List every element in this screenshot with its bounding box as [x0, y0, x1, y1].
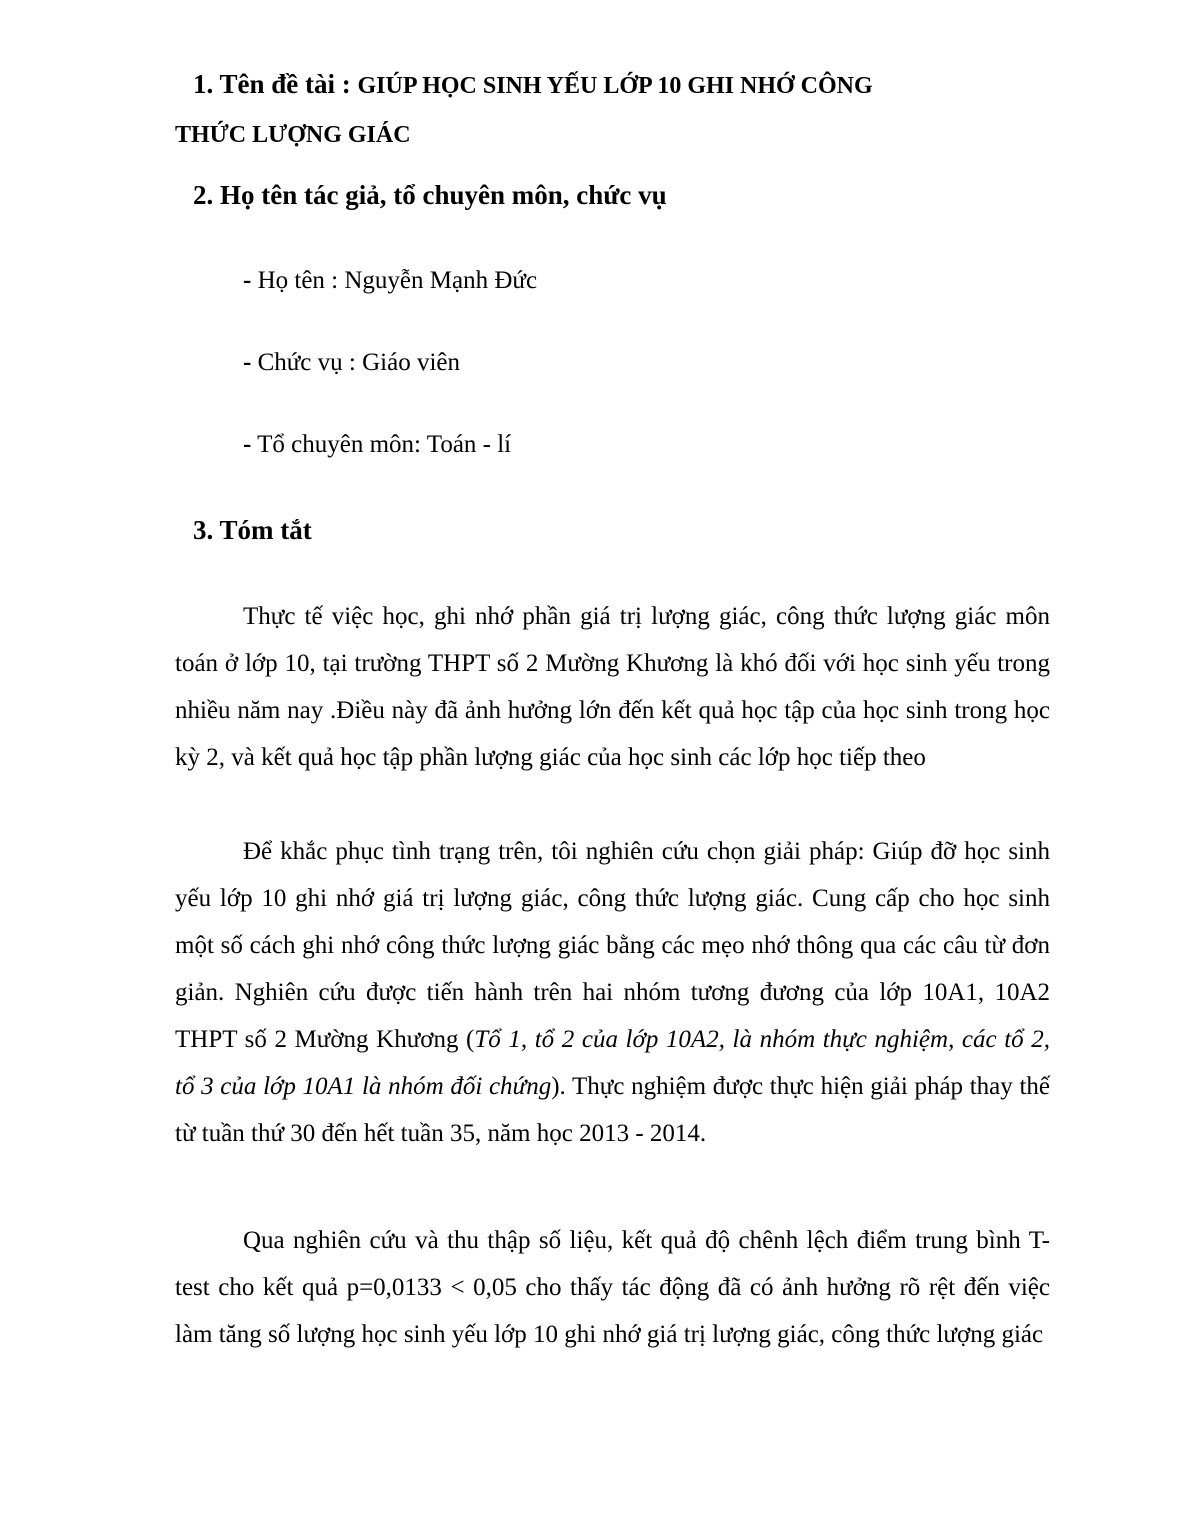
department-text: Tổ chuyên môn: Toán - lí	[257, 431, 512, 458]
author-name-text: Họ tên : Nguyễn Mạnh Đức	[257, 267, 538, 294]
bullet-dash: -	[243, 267, 252, 294]
section-1-title-line1: GIÚP HỌC SINH YẾU LỚP 10 GHI NHỚ CÔNG	[357, 73, 873, 99]
department-item	[243, 428, 511, 462]
bullet-dash: -	[243, 431, 252, 458]
author-name-item	[243, 264, 537, 298]
section-1-heading	[193, 64, 873, 106]
section-1-title-line2: THỨC LƯỢNG GIÁC	[175, 122, 411, 148]
paragraph-2-text-end: ). Thực nghiệm được thực hiện giải pháp thay thế từ tuần thứ 30 đến hết tuần 35, năm học 2013 - 2014.	[175, 1073, 1050, 1147]
section-1-label: Tên đề tài :	[219, 69, 351, 99]
bullet-dash: -	[243, 349, 252, 376]
section-3-heading: 3. Tóm tắt	[193, 515, 312, 545]
summary-paragraph-2	[175, 828, 1050, 1157]
section-2-heading: 2. Họ tên tác giả, tổ chuyên môn, chức vụ	[193, 180, 667, 210]
summary-paragraph-3: Qua nghiên cứu và thu thập số liệu, kết quả độ chênh lệch điểm trung bình T-test cho kết quả p=0,0133 < 0,05 cho thấy tác động đã có ảnh hưởng rõ rệt đến việc làm tăng số lượng học sinh yếu lớp 10 ghi nhớ giá trị lượng giác, công thức lượng giác	[175, 1227, 1050, 1348]
position-text: Chức vụ : Giáo viên	[257, 349, 460, 376]
section-1-number: 1.	[193, 69, 214, 99]
position-item	[243, 346, 460, 380]
summary-paragraph-1: Thực tế việc học, ghi nhớ phần giá trị lượng giác, công thức lượng giác môn toán ở lớp 10, tại trường THPT số 2 Mường Khương là khó đối với học sinh yếu trong nhiều năm nay .Điều này đã ảnh hưởng lớn đến kết quả học tập của học sinh trong học kỳ 2, và kết quả học tập phần lượng giác của học sinh các lớp học tiếp theo	[175, 603, 1050, 771]
paragraph-2-italic-note: Tổ 1, tổ 2 của lớp 10A2, là nhóm thực nghiệm, các tổ 2, tổ 3 của lớp 10A1 là nhóm đối chứng	[175, 1026, 1050, 1100]
paragraph-2-text: Để khắc phục tình trạng trên, tôi nghiên cứu chọn giải pháp: Giúp đỡ học sinh yếu lớp 10 ghi nhớ giá trị lượng giác, công thức lượng giác. Cung cấp cho học sinh một số cách ghi nhớ công thức lượng giác bằng các mẹo nhớ thông qua các câu từ đơn giản. Nghiên cứu được tiến hành trên hai nhóm tương đương của lớp 10A1, 10A2 THPT số 2 Mường Khương (	[175, 838, 1050, 1053]
